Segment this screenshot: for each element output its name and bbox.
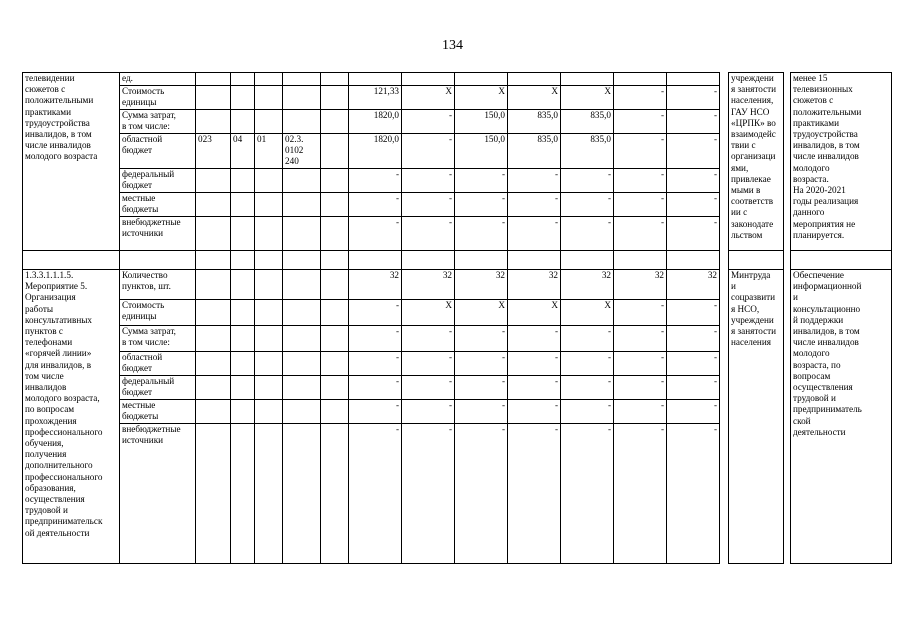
code-pr (255, 217, 283, 251)
value-y3: X (455, 86, 508, 110)
value-y5: X (561, 86, 614, 110)
value-y2: 32 (402, 270, 455, 300)
code-rz (231, 352, 255, 376)
indicator-label: внебюджетные источники (120, 217, 196, 251)
code-pr (255, 86, 283, 110)
code-csr (283, 73, 321, 86)
code-csr (283, 270, 321, 300)
table-row (23, 73, 892, 86)
value-y3: - (455, 193, 508, 217)
code-grbs (196, 270, 231, 300)
code-csr (283, 376, 321, 400)
executor: Минтруда и соцразвити я НСО, учреждени я занятости населения (729, 270, 784, 564)
value-y4: 835,0 (508, 110, 561, 134)
code-grbs: 023 (196, 134, 231, 169)
code-csr (283, 193, 321, 217)
value-y3: 150,0 (455, 110, 508, 134)
code-csr (283, 86, 321, 110)
value-y1: 1820,0 (349, 134, 402, 169)
value-y5: - (561, 326, 614, 352)
code-rz: 04 (231, 134, 255, 169)
code-grbs (196, 376, 231, 400)
code-grbs (196, 193, 231, 217)
code-vr (321, 86, 349, 110)
value-y5 (561, 73, 614, 86)
value-y2: X (402, 300, 455, 326)
value-y7: - (667, 134, 720, 169)
value-y1: - (349, 424, 402, 564)
page-number: 134 (442, 38, 463, 53)
value-y5: - (561, 169, 614, 193)
code-csr (283, 326, 321, 352)
indicator-label: областной бюджет (120, 134, 196, 169)
code-pr (255, 352, 283, 376)
value-y3: - (455, 169, 508, 193)
value-y2: - (402, 326, 455, 352)
value-y7: - (667, 217, 720, 251)
code-rz (231, 400, 255, 424)
value-y4: - (508, 376, 561, 400)
code-vr (321, 193, 349, 217)
code-grbs (196, 217, 231, 251)
code-rz (231, 86, 255, 110)
code-rz (231, 270, 255, 300)
value-y4: - (508, 193, 561, 217)
code-rz (231, 300, 255, 326)
code-pr (255, 73, 283, 86)
spacer-cell (784, 73, 791, 251)
value-y4: - (508, 400, 561, 424)
value-y7: - (667, 86, 720, 110)
code-csr (283, 300, 321, 326)
value-y7: - (667, 193, 720, 217)
value-y6: - (614, 376, 667, 400)
code-pr (255, 110, 283, 134)
value-y5: 32 (561, 270, 614, 300)
value-y1: 32 (349, 270, 402, 300)
code-grbs (196, 326, 231, 352)
value-y2: - (402, 352, 455, 376)
value-y2: - (402, 376, 455, 400)
value-y6: - (614, 110, 667, 134)
spacer-cell (720, 73, 729, 251)
value-y6: - (614, 169, 667, 193)
block-gap (23, 251, 892, 270)
value-y7: - (667, 352, 720, 376)
indicator-label: федеральный бюджет (120, 169, 196, 193)
event-description: 1.3.3.1.1.1.5. Мероприятие 5. Организация работы консультативных пунктов с телефонами «горячей линии» для инвалидов, в том числе инвалидов молодого возраста, по вопросам прохождения профессионального обучения, получения дополнительного профессионального образования, осуществления трудовой и предпринимательск ой деятельности (23, 270, 120, 564)
indicator-label: ед. (120, 73, 196, 86)
indicator-label: областной бюджет (120, 352, 196, 376)
value-y1: 1820,0 (349, 110, 402, 134)
code-rz (231, 217, 255, 251)
value-y4: - (508, 352, 561, 376)
value-y1: - (349, 326, 402, 352)
spacer-cell (784, 270, 791, 564)
code-grbs (196, 169, 231, 193)
value-y5: 835,0 (561, 134, 614, 169)
code-grbs (196, 400, 231, 424)
block1-body (23, 73, 892, 251)
value-y5: - (561, 352, 614, 376)
value-y4 (508, 73, 561, 86)
value-y3: - (455, 424, 508, 564)
code-rz (231, 73, 255, 86)
value-y7: - (667, 400, 720, 424)
code-pr: 01 (255, 134, 283, 169)
code-grbs (196, 300, 231, 326)
value-y3: - (455, 352, 508, 376)
value-y2: - (402, 400, 455, 424)
value-y6: - (614, 326, 667, 352)
value-y7 (667, 73, 720, 86)
value-y4: - (508, 169, 561, 193)
code-rz (231, 376, 255, 400)
value-y6 (614, 73, 667, 86)
value-y7: - (667, 424, 720, 564)
indicator-label: Сумма затрат, в том числе: (120, 326, 196, 352)
value-y1 (349, 73, 402, 86)
code-pr (255, 193, 283, 217)
value-y5: - (561, 193, 614, 217)
value-y2: - (402, 134, 455, 169)
value-y4: - (508, 424, 561, 564)
value-y2 (402, 73, 455, 86)
code-vr (321, 73, 349, 86)
code-vr (321, 134, 349, 169)
code-csr (283, 400, 321, 424)
value-y5: - (561, 217, 614, 251)
value-y1: - (349, 217, 402, 251)
value-y1: - (349, 169, 402, 193)
code-pr (255, 270, 283, 300)
value-y3 (455, 73, 508, 86)
value-y4: - (508, 217, 561, 251)
value-y6: - (614, 217, 667, 251)
code-rz (231, 169, 255, 193)
value-y7: - (667, 326, 720, 352)
value-y3: - (455, 326, 508, 352)
code-vr (321, 424, 349, 564)
value-y4: - (508, 326, 561, 352)
spacer-cell (720, 270, 729, 564)
code-vr (321, 376, 349, 400)
indicator-label: Сумма затрат, в том числе: (120, 110, 196, 134)
code-csr (283, 110, 321, 134)
code-grbs (196, 110, 231, 134)
value-y6: - (614, 400, 667, 424)
code-pr (255, 400, 283, 424)
value-y4: X (508, 86, 561, 110)
indicator-label: местные бюджеты (120, 400, 196, 424)
value-y3: 32 (455, 270, 508, 300)
code-pr (255, 169, 283, 193)
value-y2: - (402, 424, 455, 564)
value-y7: - (667, 376, 720, 400)
value-y3: - (455, 400, 508, 424)
value-y7: - (667, 169, 720, 193)
value-y4: X (508, 300, 561, 326)
value-y7: 32 (667, 270, 720, 300)
code-vr (321, 400, 349, 424)
value-y1: - (349, 376, 402, 400)
code-csr: 02.3. 0102 240 (283, 134, 321, 169)
code-vr (321, 352, 349, 376)
code-vr (321, 300, 349, 326)
code-pr (255, 424, 283, 564)
code-vr (321, 326, 349, 352)
value-y6: - (614, 86, 667, 110)
code-csr (283, 352, 321, 376)
value-y7: - (667, 300, 720, 326)
value-y3: - (455, 376, 508, 400)
value-y5: X (561, 300, 614, 326)
event-description: телевидении сюжетов с положительными практиками трудоустройства инвалидов, в том числе инвалидов молодого возраста (23, 73, 120, 251)
value-y5: - (561, 424, 614, 564)
code-vr (321, 110, 349, 134)
value-y3: - (455, 217, 508, 251)
expected-result: Обеспечение информационной и консультационно й поддержки инвалидов, в том числе инвалидов молодого возраста, по вопросам осуществления трудовой и предприниматель ской деятельности (791, 270, 892, 564)
code-csr (283, 217, 321, 251)
value-y6: - (614, 352, 667, 376)
value-y5: 835,0 (561, 110, 614, 134)
code-vr (321, 217, 349, 251)
indicator-label: Количество пунктов, шт. (120, 270, 196, 300)
value-y1: - (349, 300, 402, 326)
value-y5: - (561, 400, 614, 424)
indicator-label: Стоимость единицы (120, 86, 196, 110)
indicator-label: внебюджетные источники (120, 424, 196, 564)
indicator-label: Стоимость единицы (120, 300, 196, 326)
block2-body (23, 270, 892, 564)
code-vr (321, 270, 349, 300)
code-pr (255, 376, 283, 400)
value-y3: 150,0 (455, 134, 508, 169)
code-grbs (196, 424, 231, 564)
code-grbs (196, 73, 231, 86)
value-y3: X (455, 300, 508, 326)
value-y4: 835,0 (508, 134, 561, 169)
value-y1: - (349, 352, 402, 376)
code-rz (231, 424, 255, 564)
value-y5: - (561, 376, 614, 400)
value-y2: X (402, 86, 455, 110)
value-y1: - (349, 193, 402, 217)
code-rz (231, 326, 255, 352)
program-table (22, 72, 892, 564)
value-y2: - (402, 217, 455, 251)
code-csr (283, 169, 321, 193)
value-y4: 32 (508, 270, 561, 300)
code-csr (283, 424, 321, 564)
code-pr (255, 326, 283, 352)
value-y7: - (667, 110, 720, 134)
expected-result: менее 15 телевизионных сюжетов с положительными практиками трудоустройства инвалидов, в том числе инвалидов молодого возраста. На 2020-2021 годы реализация данного мероприятия не планируется. (791, 73, 892, 251)
value-y2: - (402, 193, 455, 217)
code-rz (231, 193, 255, 217)
value-y2: - (402, 110, 455, 134)
value-y6: - (614, 300, 667, 326)
code-grbs (196, 86, 231, 110)
code-rz (231, 110, 255, 134)
value-y1: - (349, 400, 402, 424)
executor: учреждени я занятости населения, ГАУ НСО «ЦРПК» во взаимодейс твии с организаци ями, привлекае мыми в соответств ии с законодате льством (729, 73, 784, 251)
table-row (23, 270, 892, 300)
value-y2: - (402, 169, 455, 193)
indicator-label: местные бюджеты (120, 193, 196, 217)
code-grbs (196, 352, 231, 376)
code-pr (255, 300, 283, 326)
value-y6: - (614, 193, 667, 217)
value-y6: - (614, 134, 667, 169)
value-y1: 121,33 (349, 86, 402, 110)
value-y6: - (614, 424, 667, 564)
value-y6: 32 (614, 270, 667, 300)
code-vr (321, 169, 349, 193)
indicator-label: федеральный бюджет (120, 376, 196, 400)
